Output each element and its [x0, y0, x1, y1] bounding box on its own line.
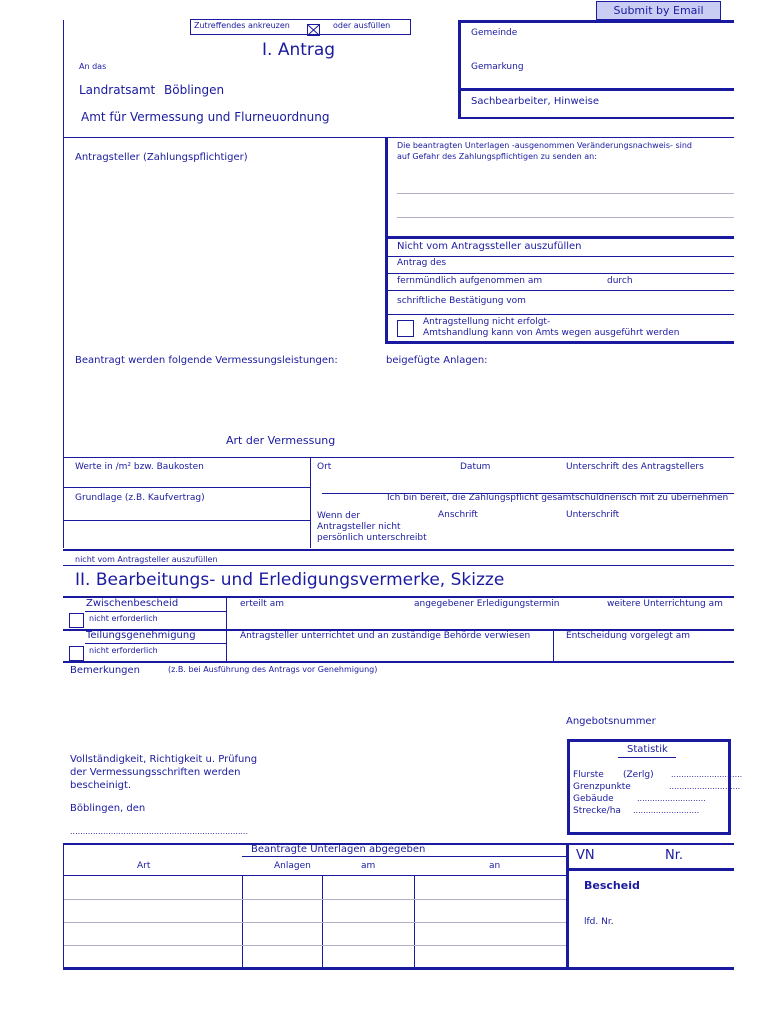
table-right-border [566, 843, 569, 969]
teilung-divider-2 [553, 630, 554, 662]
city-label: Böblingen [164, 83, 225, 97]
bescheinigung-line1: Vollständigkeit, Richtigkeit u. Prüfung [70, 754, 258, 765]
landratsamt-label: Landratsamt [79, 83, 156, 97]
erteilt-am-label: erteilt am [240, 599, 284, 609]
table-col-am: am [361, 861, 376, 871]
angebotsnummer-label: Angebotsnummer [566, 716, 656, 727]
wenn-der-2: Antragsteller nicht [317, 522, 401, 532]
flurste-label: Flurste [573, 770, 604, 780]
teilung-bottom [63, 661, 734, 663]
teilungsgenehmigung-checkbox[interactable] [69, 646, 84, 661]
instruction-ausfuellen: oder ausfüllen [333, 21, 391, 30]
grenzpunkte-label: Grenzpunkte [573, 782, 631, 792]
table-row-line-2[interactable] [63, 922, 567, 923]
teilung-divider-1 [226, 630, 227, 662]
nicht-erforderlich-2: nicht erforderlich [89, 646, 158, 655]
beantragt-label: Beantragt werden folgende Vermessungsleistungen: [75, 355, 338, 366]
table-row-line-3[interactable] [63, 945, 567, 946]
section2-title-line [63, 565, 734, 566]
antragsteller-label: Antragsteller (Zahlungspflichtiger) [75, 152, 248, 163]
nicht-vom-section2-label: nicht vom Antragsteller auszufüllen [75, 555, 218, 564]
fernmuendlich-label: fernmündlich aufgenommen am [397, 276, 543, 286]
teilungsgenehmigung-label: Teilungsgenehmigung [86, 630, 196, 641]
page-title: I. Antrag [262, 40, 336, 60]
table-bottom-line [63, 967, 734, 970]
gebaeude-dots[interactable]: ........................... [637, 794, 706, 803]
nicht-vom-bottom [385, 341, 734, 344]
antragstellung-line1: Antragstellung nicht erfolgt- [423, 317, 551, 327]
nicht-vom-line-4 [385, 314, 734, 315]
durch-label: durch [607, 276, 633, 286]
unterschrift-label: Unterschrift [566, 510, 620, 520]
table-col-art: Art [137, 861, 151, 871]
table-col-an: an [489, 861, 501, 871]
gebaeude-label: Gebäude [573, 794, 614, 804]
zerlg-label: (Zerlg) [623, 770, 654, 780]
zwischenbescheid-label: Zwischenbescheid [86, 598, 179, 609]
strecke-label: Strecke/ha [573, 806, 621, 816]
statistik-title-underline [618, 757, 676, 758]
address-line-1[interactable] [397, 193, 734, 194]
nicht-vom-line-2 [385, 273, 734, 274]
werte-divider [310, 457, 311, 548]
antragsteller-unterrichtet-label: Antragsteller unterrichtet und an zuständige Behörde verwiesen [240, 631, 531, 641]
weitere-label: weitere Unterrichtung am [607, 599, 723, 609]
anlagen-label: beigefügte Anlagen: [386, 355, 488, 366]
wenn-der-3: persönlich unterschreibt [317, 533, 427, 543]
schriftlich-label: schriftliche Bestätigung vom [397, 296, 526, 306]
nicht-vom-line-1 [385, 256, 734, 257]
antrag-des-label: Antrag des [397, 258, 447, 268]
antragstellung-line2: Amtshandlung kann von Amts wegen ausgeführt werden [423, 328, 680, 338]
strecke-dots[interactable]: .......................... [633, 806, 700, 815]
grundlage-bottom-line [63, 520, 310, 521]
ort-datum-label: Böblingen, den [70, 803, 146, 814]
section2-title: II. Bearbeitungs- und Erledigungsvermerke, Skizze [75, 570, 505, 590]
table-row-line-1[interactable] [63, 899, 567, 900]
werte-top-line [63, 457, 734, 458]
table-title-line [242, 856, 566, 857]
anschrift-label: Anschrift [438, 510, 478, 520]
crossed-box-icon [307, 21, 320, 33]
bescheid-label: Bescheid [584, 879, 640, 892]
table-col-anlagen: Anlagen [274, 861, 311, 871]
statistik-title: Statistik [627, 744, 668, 755]
unterlagen-line1: Die beantragten Unterlagen -ausgenommen Veränderungsnachweis- sind [397, 141, 692, 150]
zwischen-inner-line [85, 611, 226, 612]
section2-top-line [63, 549, 734, 551]
antragstellung-checkbox[interactable] [397, 320, 414, 337]
zwischen-divider-1 [226, 598, 227, 630]
gemeinde-field[interactable]: Gemeinde [471, 28, 518, 38]
form-left-border [63, 20, 64, 548]
sachbearbeiter-field[interactable]: Sachbearbeiter, Hinweise [471, 96, 599, 107]
nicht-vom-top [385, 236, 734, 239]
unterschrift-antragsteller-label: Unterschrift des Antragstellers [566, 462, 704, 472]
teilung-inner-line [85, 643, 226, 644]
antragsteller-top-line [63, 137, 734, 138]
art-der-vermessung-label: Art der Vermessung [226, 434, 336, 447]
zwischenbescheid-checkbox[interactable] [69, 613, 84, 628]
bemerkungen-hint: (z.B. bei Ausführung des Antrags vor Genehmigung) [168, 665, 378, 674]
werte-middle-line [63, 487, 310, 488]
right-box-top [458, 20, 734, 23]
unterlagen-line2: auf Gefahr des Zahlungspflichtigen zu senden an: [397, 152, 597, 161]
wenn-der-1: Wenn der [317, 511, 361, 521]
grenzpunkte-dots[interactable]: ............................ [669, 782, 741, 791]
signature-dots[interactable]: ...................................................................... [70, 827, 249, 836]
bescheinigung-line3: bescheinigt. [70, 780, 132, 791]
lfd-nr-label: lfd. Nr. [584, 917, 614, 927]
right-box-divider [458, 88, 734, 91]
table-title: Beantragte Unterlagen abgegeben [251, 844, 426, 855]
werte-label: Werte in /m² bzw. Baukosten [75, 462, 204, 472]
nicht-vom-title: Nicht vom Antragssteller auszufüllen [397, 241, 582, 252]
bemerkungen-label: Bemerkungen [70, 665, 141, 676]
nicht-vom-line-3 [385, 290, 734, 291]
right-box-left-border [458, 20, 461, 118]
angegebener-label: angegebener Erledigungstermin [414, 599, 560, 609]
an-das-label: An das [79, 62, 107, 71]
flurste-dots[interactable]: ............................ [671, 770, 743, 779]
vn-label: VN [576, 848, 595, 863]
datum-label: Datum [460, 462, 491, 472]
gemarkung-field[interactable]: Gemarkung [471, 62, 524, 72]
nicht-erforderlich-1: nicht erforderlich [89, 614, 158, 623]
instruction-ankreuzen: Zutreffendes ankreuzen [194, 21, 290, 30]
submit-by-email-button[interactable]: Submit by Email [596, 1, 721, 20]
ort-label: Ort [317, 462, 332, 472]
nr-label: Nr. [665, 848, 684, 863]
address-line-2[interactable] [397, 217, 734, 218]
vn-box-divider [566, 868, 734, 871]
bescheinigung-line2: der Vermessungsschriften werden [70, 767, 241, 778]
grundlage-label: Grundlage (z.B. Kaufvertrag) [75, 493, 205, 503]
table-header-line [63, 875, 567, 876]
table-left-border [63, 843, 64, 969]
amt-label: Amt für Vermessung und Flurneuordnung [81, 110, 330, 124]
entscheidung-label: Entscheidung vorgelegt am [566, 631, 691, 641]
antragsteller-divider [385, 137, 388, 343]
bereit-label: Ich bin bereit, die Zahlungspflicht gesamtschuldnerisch mit zu übernehmen [387, 493, 729, 503]
right-box-bottom [458, 117, 734, 119]
